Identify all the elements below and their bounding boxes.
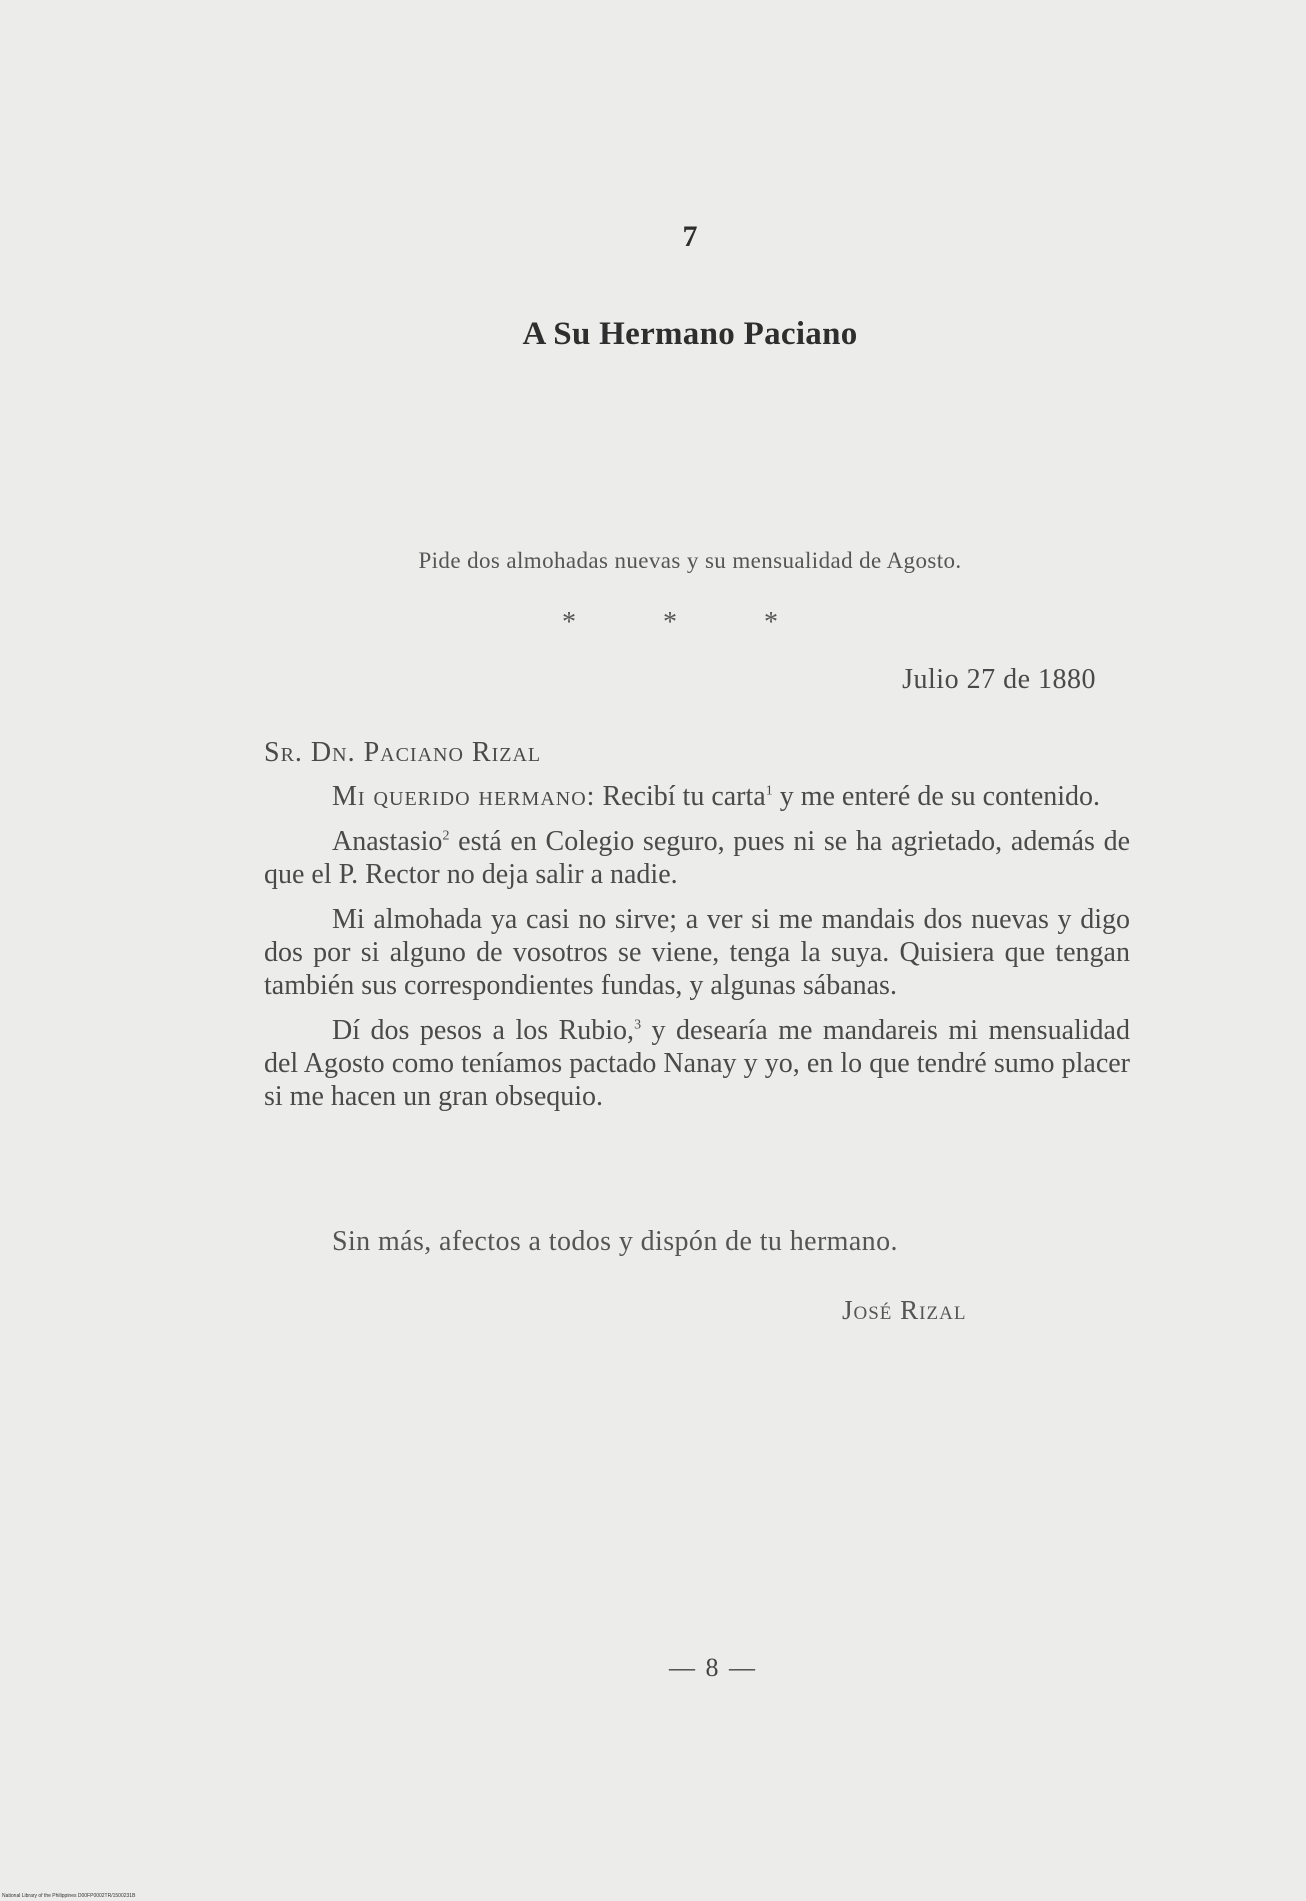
letter-number: 7 (682, 220, 698, 253)
paragraph-3: Mi almohada ya casi no sirve; a ver si me mandais dos nuevas y digo dos por si alguno de vosotros se viene, tenga la suya. Quisiera que tengan también sus correspondientes fundas, y algunas sábanas. (264, 904, 1130, 1001)
letter-addressee: Sr. Dn. Paciano Rizal (264, 737, 542, 768)
footer-caption: National Library of the Philippines D00FP0002TR/1500231B (2, 1893, 136, 1899)
footnote-marker-1: 1 (765, 783, 773, 799)
paragraph-4 (264, 1014, 1130, 1113)
footnote-marker-2: 2 (442, 828, 450, 844)
paragraph-4-text-b: y desearía me mandareis mi mensualidad del Agosto como teníamos pactado Nanay y yo, en lo que tendré sumo placer si me hacen un gran obsequio. (264, 1015, 1130, 1112)
letter-closing: Sin más, afectos a todos y dispón de tu hermano. (332, 1226, 898, 1257)
letter-date: Julio 27 de 1880 (902, 664, 1096, 695)
paragraph-2-text-b: está en Colegio seguro, pues ni se ha agrietado, además de que el P. Rector no deja salir a nadie. (264, 826, 1130, 890)
paragraph-2-text-a: Anastasio (332, 826, 443, 857)
letter-signature: José Rizal (842, 1295, 967, 1325)
paragraph-1 (264, 780, 1130, 813)
letter-body (264, 780, 1130, 1125)
page-number: — 8 — (669, 1653, 757, 1682)
footnote-marker-3: 3 (634, 1017, 642, 1033)
paragraph-2 (264, 825, 1130, 891)
salutation: Mi querido hermano: (332, 781, 596, 812)
section-separator: * * * (562, 607, 818, 638)
paragraph-1-text-a: Recibí tu carta (595, 781, 766, 812)
paragraph-1-text-b: y me enteré de su contenido. (772, 781, 1101, 812)
letter-summary: Pide dos almohadas nuevas y su mensualidad de Agosto. (418, 548, 962, 573)
letter-title: A Su Hermano Paciano (522, 316, 858, 352)
paragraph-4-text-a: Dí dos pesos a los Rubio, (332, 1015, 635, 1046)
